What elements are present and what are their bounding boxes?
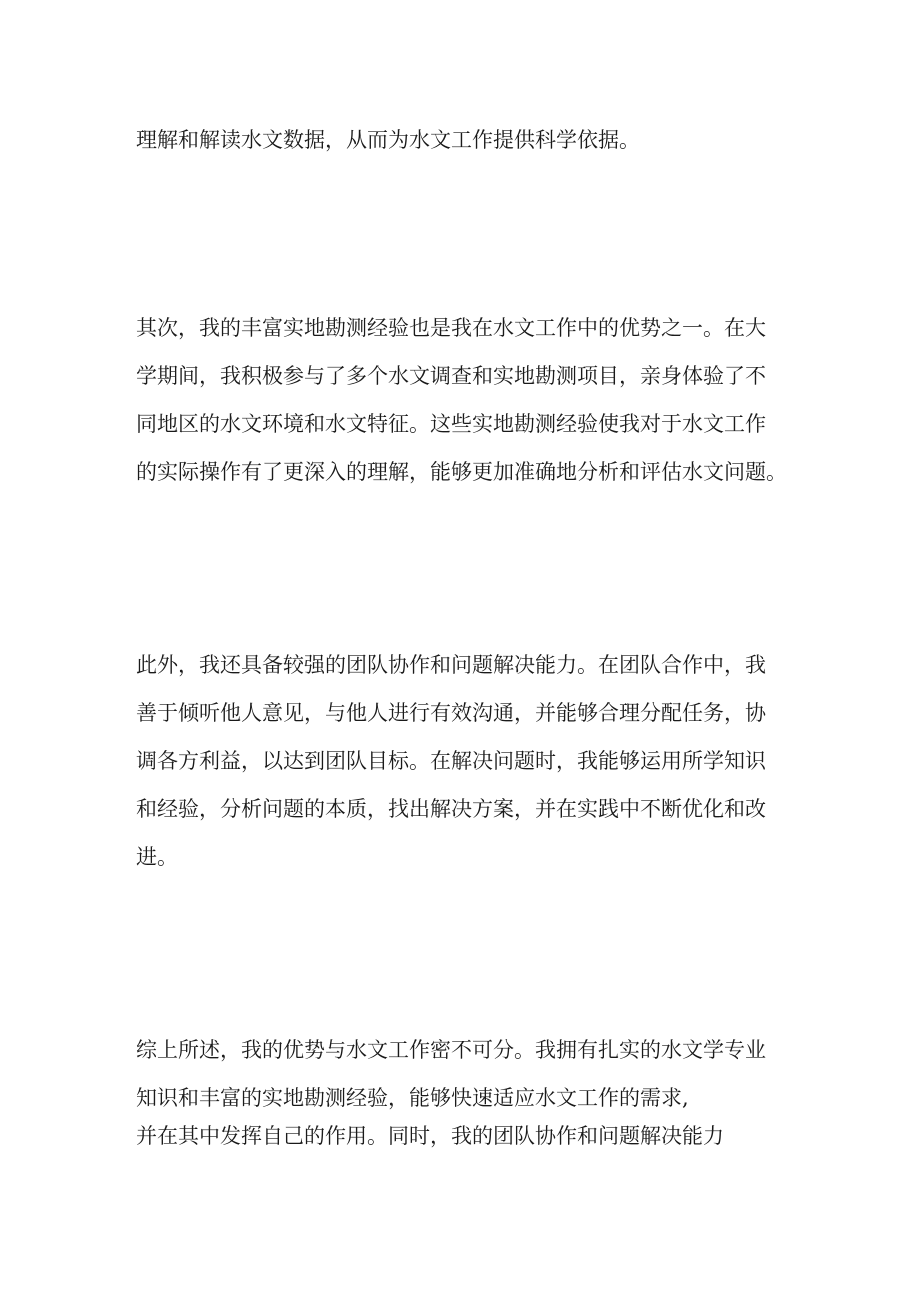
paragraph-line: 进。 <box>136 845 178 869</box>
paragraph-line: 学期间，我积极参与了多个水文调查和实地勘测项目，亲身体验了不 <box>136 364 766 388</box>
paragraph-line: 调各方利益，以达到团队目标。在解决问题时，我能够运用所学知识 <box>136 749 766 773</box>
paragraph-line: 理解和解读水文数据，从而为水文工作提供科学依据。 <box>136 128 640 152</box>
paragraph-line: 综上所述，我的优势与水文工作密不可分。我拥有扎实的水文学专业 <box>136 1038 766 1062</box>
paragraph-line: 的实际操作有了更深入的理解，能够更加准确地分析和评估水文问题。 <box>136 460 787 484</box>
paragraph-line: 和经验，分析问题的本质，找出解决方案，并在实践中不断优化和改 <box>136 797 766 821</box>
paragraph-line: 善于倾听他人意见，与他人进行有效沟通，并能够合理分配任务，协 <box>136 701 766 725</box>
paragraph-line: 此外，我还具备较强的团队协作和问题解决能力。在团队合作中，我 <box>136 653 766 677</box>
paragraph-line: 其次，我的丰富实地勘测经验也是我在水文工作中的优势之一。在大 <box>136 316 766 340</box>
paragraph-line: 并在其中发挥自己的作用。同时，我的团队协作和问题解决能力 <box>136 1124 724 1148</box>
paragraph-line: 知识和丰富的实地勘测经验，能够快速适应水文工作的需求, <box>136 1086 689 1110</box>
paragraph-line: 同地区的水文环境和水文特征。这些实地勘测经验使我对于水文工作 <box>136 412 766 436</box>
